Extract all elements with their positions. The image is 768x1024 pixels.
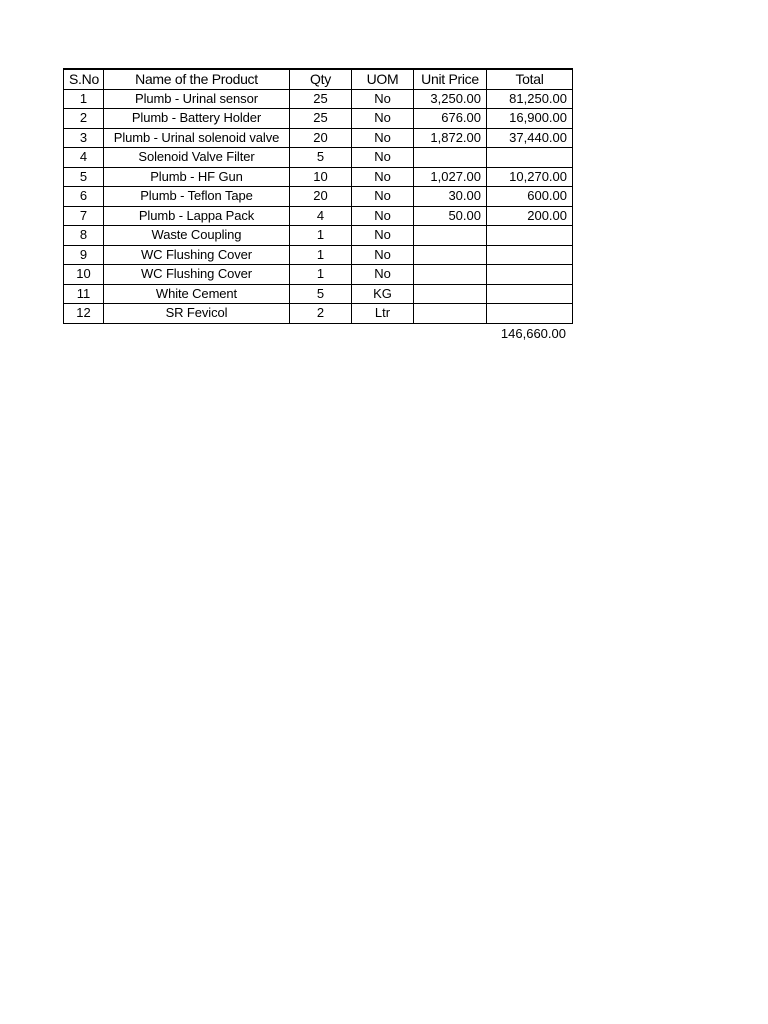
header-qty[interactable]: Qty bbox=[290, 69, 352, 89]
cell-total[interactable] bbox=[487, 245, 573, 265]
cell-product-name[interactable]: Plumb - Urinal solenoid valve bbox=[104, 128, 290, 148]
cell-qty[interactable]: 1 bbox=[290, 245, 352, 265]
cell-uom[interactable]: No bbox=[352, 265, 414, 285]
header-total[interactable]: Total bbox=[487, 69, 573, 89]
cell-product-name[interactable]: Plumb - HF Gun bbox=[104, 167, 290, 187]
cell-uom[interactable]: No bbox=[352, 167, 414, 187]
cell-sno[interactable]: 2 bbox=[64, 109, 104, 129]
cell-unit-price[interactable]: 676.00 bbox=[414, 109, 487, 129]
table-row bbox=[64, 128, 573, 148]
cell-total[interactable]: 200.00 bbox=[487, 206, 573, 226]
table-row bbox=[64, 304, 573, 324]
cell-sno[interactable]: 5 bbox=[64, 167, 104, 187]
cell-qty[interactable]: 10 bbox=[290, 167, 352, 187]
cell-sno[interactable]: 9 bbox=[64, 245, 104, 265]
cell-uom[interactable]: No bbox=[352, 226, 414, 246]
cell-total[interactable] bbox=[487, 226, 573, 246]
header-product-name[interactable]: Name of the Product bbox=[104, 69, 290, 89]
cell-unit-price[interactable]: 50.00 bbox=[414, 206, 487, 226]
cell-sno[interactable]: 4 bbox=[64, 148, 104, 168]
spreadsheet-area bbox=[63, 68, 572, 341]
cell-uom[interactable]: No bbox=[352, 187, 414, 207]
cell-unit-price[interactable] bbox=[414, 284, 487, 304]
cell-total[interactable] bbox=[487, 284, 573, 304]
cell-sno[interactable]: 6 bbox=[64, 187, 104, 207]
table-row bbox=[64, 226, 573, 246]
cell-sno[interactable]: 10 bbox=[64, 265, 104, 285]
cell-qty[interactable]: 25 bbox=[290, 89, 352, 109]
cell-sno[interactable]: 1 bbox=[64, 89, 104, 109]
cell-unit-price[interactable] bbox=[414, 148, 487, 168]
cell-total[interactable] bbox=[487, 304, 573, 324]
cell-uom[interactable]: Ltr bbox=[352, 304, 414, 324]
cell-qty[interactable]: 25 bbox=[290, 109, 352, 129]
cell-sno[interactable]: 7 bbox=[64, 206, 104, 226]
cell-product-name[interactable]: WC Flushing Cover bbox=[104, 245, 290, 265]
cell-total[interactable]: 10,270.00 bbox=[487, 167, 573, 187]
cell-uom[interactable]: No bbox=[352, 206, 414, 226]
cell-product-name[interactable]: Plumb - Battery Holder bbox=[104, 109, 290, 129]
product-table bbox=[63, 68, 573, 324]
cell-qty[interactable]: 5 bbox=[290, 284, 352, 304]
cell-product-name[interactable]: White Cement bbox=[104, 284, 290, 304]
table-row bbox=[64, 89, 573, 109]
cell-total[interactable] bbox=[487, 148, 573, 168]
cell-qty[interactable]: 20 bbox=[290, 187, 352, 207]
cell-unit-price[interactable] bbox=[414, 245, 487, 265]
cell-product-name[interactable]: Waste Coupling bbox=[104, 226, 290, 246]
cell-qty[interactable]: 1 bbox=[290, 226, 352, 246]
cell-sno[interactable]: 8 bbox=[64, 226, 104, 246]
table-row bbox=[64, 187, 573, 207]
cell-qty[interactable]: 5 bbox=[290, 148, 352, 168]
cell-total[interactable]: 600.00 bbox=[487, 187, 573, 207]
cell-total[interactable]: 37,440.00 bbox=[487, 128, 573, 148]
cell-product-name[interactable]: Solenoid Valve Filter bbox=[104, 148, 290, 168]
cell-product-name[interactable]: WC Flushing Cover bbox=[104, 265, 290, 285]
header-uom[interactable]: UOM bbox=[352, 69, 414, 89]
cell-total[interactable]: 81,250.00 bbox=[487, 89, 573, 109]
cell-product-name[interactable]: Plumb - Teflon Tape bbox=[104, 187, 290, 207]
header-unit-price[interactable]: Unit Price bbox=[414, 69, 487, 89]
table-row bbox=[64, 109, 573, 129]
cell-total[interactable]: 16,900.00 bbox=[487, 109, 573, 129]
cell-uom[interactable]: No bbox=[352, 109, 414, 129]
grand-total-row bbox=[63, 325, 572, 343]
table-row bbox=[64, 245, 573, 265]
cell-total[interactable] bbox=[487, 265, 573, 285]
cell-uom[interactable]: No bbox=[352, 128, 414, 148]
cell-sno[interactable]: 3 bbox=[64, 128, 104, 148]
cell-product-name[interactable]: Plumb - Urinal sensor bbox=[104, 89, 290, 109]
cell-unit-price[interactable]: 1,872.00 bbox=[414, 128, 487, 148]
cell-uom[interactable]: KG bbox=[352, 284, 414, 304]
table-row bbox=[64, 206, 573, 226]
grand-total-value[interactable]: 146,660.00 bbox=[500, 326, 566, 341]
header-row bbox=[64, 69, 573, 89]
cell-qty[interactable]: 4 bbox=[290, 206, 352, 226]
cell-uom[interactable]: No bbox=[352, 245, 414, 265]
table-row bbox=[64, 148, 573, 168]
cell-unit-price[interactable]: 30.00 bbox=[414, 187, 487, 207]
cell-uom[interactable]: No bbox=[352, 89, 414, 109]
header-sno[interactable]: S.No bbox=[64, 69, 104, 89]
cell-qty[interactable]: 2 bbox=[290, 304, 352, 324]
cell-sno[interactable]: 11 bbox=[64, 284, 104, 304]
cell-unit-price[interactable]: 3,250.00 bbox=[414, 89, 487, 109]
table-row bbox=[64, 167, 573, 187]
cell-unit-price[interactable]: 1,027.00 bbox=[414, 167, 487, 187]
cell-unit-price[interactable] bbox=[414, 265, 487, 285]
cell-product-name[interactable]: Plumb - Lappa Pack bbox=[104, 206, 290, 226]
cell-product-name[interactable]: SR Fevicol bbox=[104, 304, 290, 324]
table-row bbox=[64, 265, 573, 285]
cell-unit-price[interactable] bbox=[414, 226, 487, 246]
cell-qty[interactable]: 1 bbox=[290, 265, 352, 285]
cell-qty[interactable]: 20 bbox=[290, 128, 352, 148]
cell-unit-price[interactable] bbox=[414, 304, 487, 324]
cell-sno[interactable]: 12 bbox=[64, 304, 104, 324]
table-row bbox=[64, 284, 573, 304]
cell-uom[interactable]: No bbox=[352, 148, 414, 168]
